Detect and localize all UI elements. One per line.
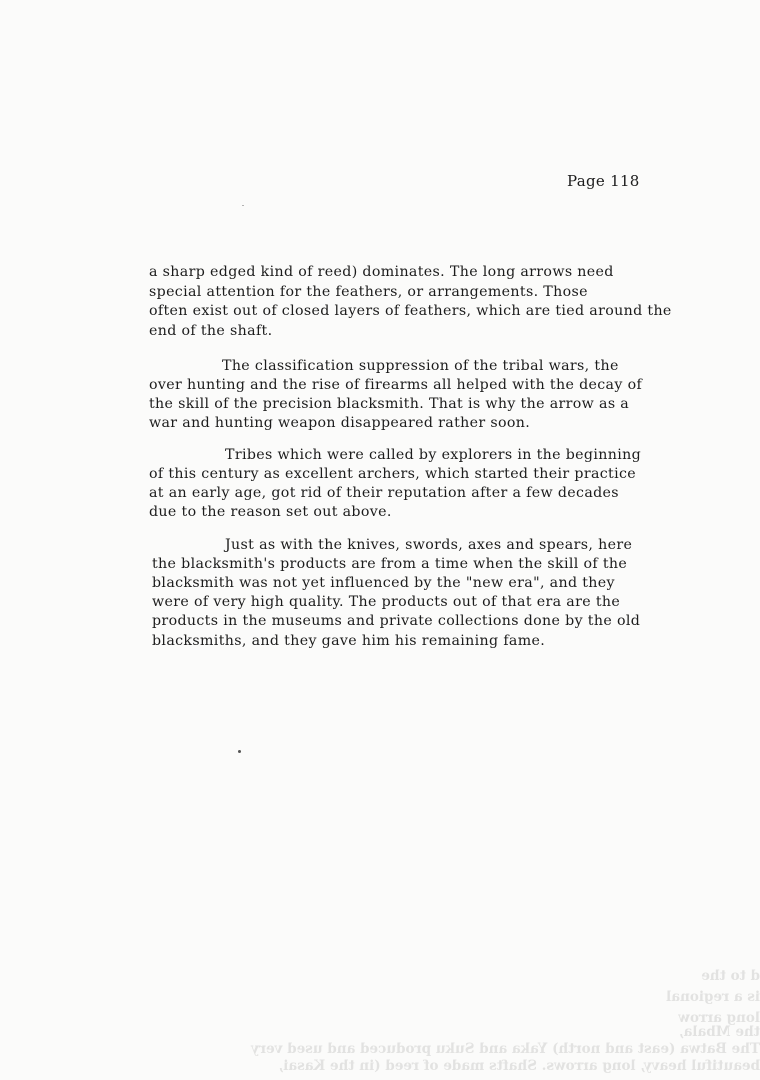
body-line: the skill of the precision blacksmith. That is why the arrow as a [149,396,630,412]
body-line: blacksmiths, and they gave him his remaining fame. [152,633,546,649]
bleed-through-line: is a regional [666,989,760,1005]
body-line: were of very high quality. The products out of that era are the [152,594,621,610]
body-line: over hunting and the rise of firearms all helped with the decay of [149,377,643,393]
bleed-through-line: long arrow [678,1010,760,1026]
body-line: war and hunting weapon disappeared rather soon. [149,415,531,431]
bleed-through-line: The Batwa (east and north) Yaka and Suku produced and used very [251,1041,760,1057]
body-line: blacksmith was not yet influenced by the "new era", and they [152,575,615,591]
body-line: The classification suppression of the tribal wars, the [222,358,619,374]
body-line: Just as with the knives, swords, axes and spears, here [225,537,633,553]
body-line: of this century as excellent archers, which started their practice [149,466,637,482]
bleed-through-line: beautiful heavy, long arrows. Shafts made of reed (in the Kasai, [278,1058,760,1074]
body-line: a sharp edged kind of reed) dominates. The long arrows need [149,264,614,280]
bleed-through-line: d to the [701,968,760,984]
page-number: Page 118 [567,172,640,190]
body-line: products in the museums and private collections done by the old [152,613,641,629]
scan-speck [242,205,244,206]
body-line: Tribes which were called by explorers in the beginning [225,447,642,463]
body-line: often exist out of closed layers of feathers, which are tied around the [149,303,672,319]
body-line: end of the shaft. [149,323,273,339]
bleed-through-line: the Mbala, [678,1024,760,1040]
body-line: at an early age, got rid of their reputation after a few decades [149,485,619,501]
body-line: the blacksmith's products are from a time when the skill of the [152,556,628,572]
body-line: special attention for the feathers, or arrangements. Those [149,284,588,300]
scan-speck [238,750,241,753]
body-line: due to the reason set out above. [149,504,392,520]
